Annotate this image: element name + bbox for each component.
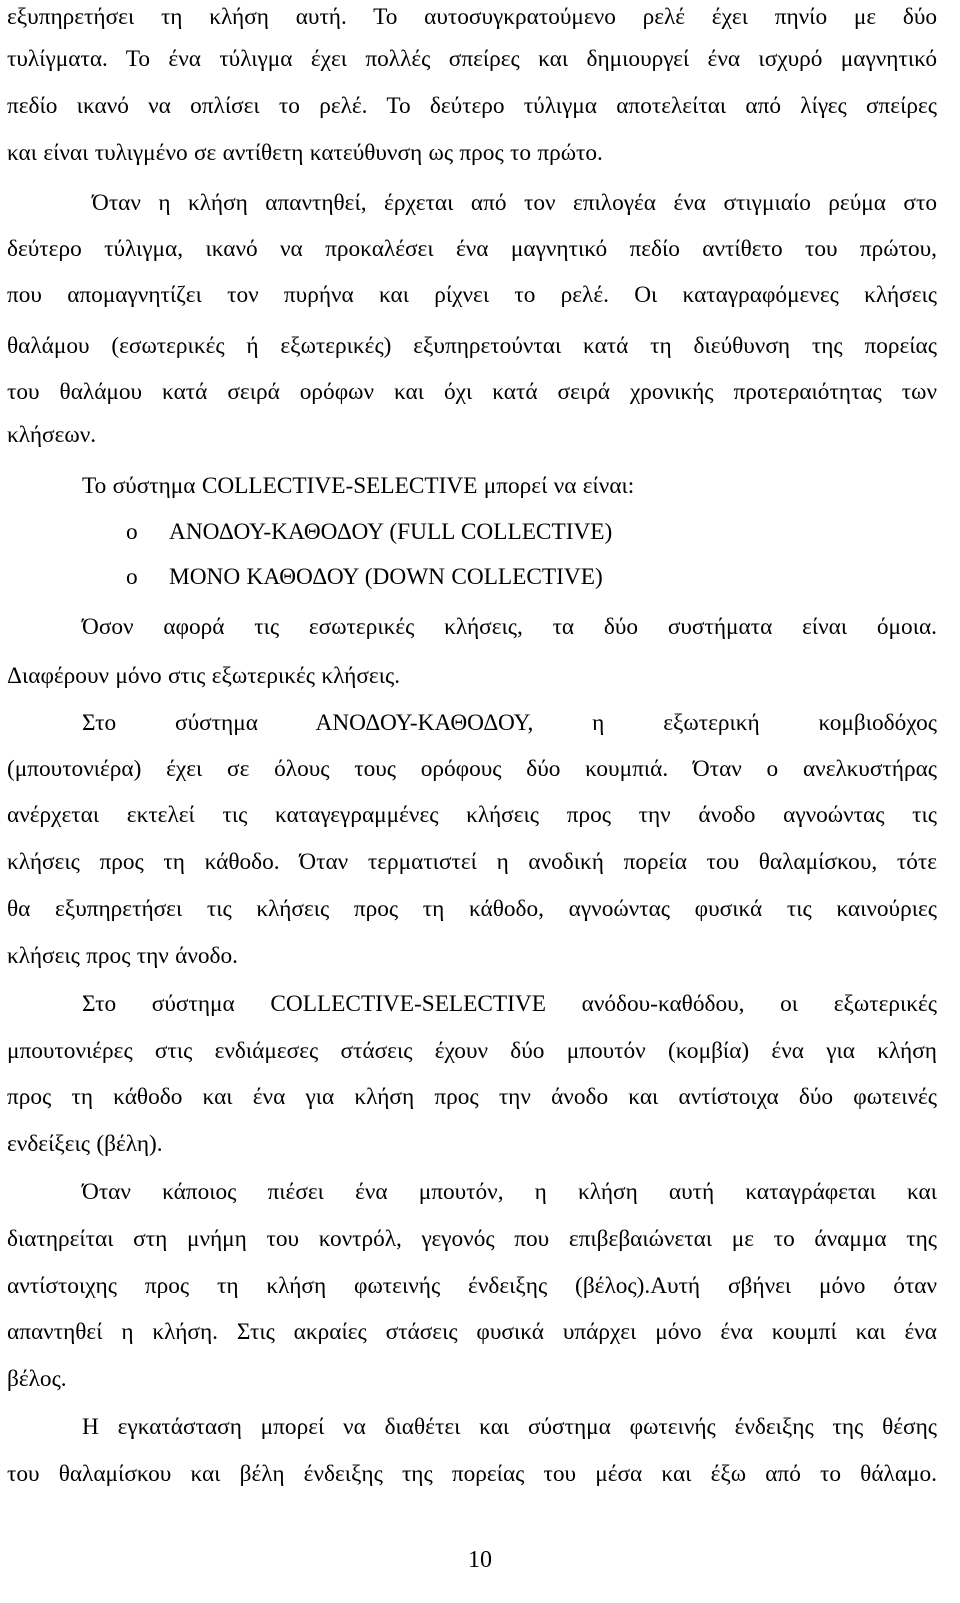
text-line: (μπουτονιέρα) έχει σε όλους τους ορόφους δύο κουμπιά. Όταν ο ανελκυστήρας [7, 756, 937, 782]
list-intro: Το σύστημα COLLECTIVE-SELECTIVE μπορεί να είναι: [82, 473, 635, 499]
text-line: κλήσεις προς την άνοδο. [7, 943, 238, 969]
list-item: ΜΟΝΟ ΚΑΘΟΔΟΥ (DOWN COLLECTIVE) [169, 564, 603, 590]
text-line: θαλάμου (εσωτερικές ή εξωτερικές) εξυπηρετούνται κατά τη διεύθυνση της πορείας [7, 333, 937, 359]
text-line: ενδείξεις (βέλη). [7, 1131, 163, 1157]
text-line: του θαλαμίσκου και βέλη ένδειξης της πορείας του μέσα και έξω από το θάλαμο. [7, 1461, 937, 1487]
paragraph-first-line: Όσον αφορά τις εσωτερικές κλήσεις, τα δύο συστήματα είναι όμοια. [82, 614, 937, 640]
paragraph-first-line: Στο σύστημα COLLECTIVE-SELECTIVE ανόδου-καθόδου, οι εξωτερικές [82, 991, 937, 1017]
text-line: αντίστοιχης προς τη κλήση φωτεινής ένδειξης (βέλος).Αυτή σβήνει μόνο όταν [7, 1273, 937, 1299]
text-line: δεύτερο τύλιγμα, ικανό να προκαλέσει ένα μαγνητικό πεδίο αντίθετο του πρώτου, [7, 236, 937, 262]
text-line: απαντηθεί η κλήση. Στις ακραίες στάσεις φυσικά υπάρχει μόνο ένα κουμπί και ένα [7, 1319, 937, 1345]
text-line: προς τη κάθοδο και ένα για κλήση προς την άνοδο και αντίστοιχα δύο φωτεινές [7, 1084, 937, 1110]
text-line: ανέρχεται εκτελεί τις καταγεγραμμένες κλήσεις προς την άνοδο αγνοώντας τις [7, 802, 937, 828]
paragraph-first-line: Η εγκατάσταση μπορεί να διαθέτει και σύστημα φωτεινής ένδειξης της θέσης [82, 1414, 937, 1440]
text-line: και είναι τυλιγμένο σε αντίθετη κατεύθυνση ως προς το πρώτο. [7, 140, 603, 166]
list-item: ΑΝΟΔΟΥ-ΚΑΘΟΔΟΥ (FULL COLLECTIVE) [169, 519, 613, 545]
page-number: 10 [468, 1547, 492, 1573]
text-line: που απομαγνητίζει τον πυρήνα και ρίχνει το ρελέ. Οι καταγραφόμενες κλήσεις [7, 282, 937, 308]
text-line: βέλος. [7, 1366, 67, 1392]
paragraph-first-line: Στο σύστημα ΑΝΟΔΟΥ-ΚΑΘΟΔΟΥ, η εξωτερική κομβιοδόχος [82, 710, 937, 736]
bullet-marker: o [126, 564, 138, 590]
text-line: τυλίγματα. Το ένα τύλιγμα έχει πολλές σπείρες και δημιουργεί ένα ισχυρό μαγνητικό [7, 46, 937, 72]
paragraph-first-line: Όταν κάποιος πιέσει ένα μπουτόν, η κλήση αυτή καταγράφεται και [82, 1179, 937, 1205]
text-line: Διαφέρουν μόνο στις εξωτερικές κλήσεις. [7, 663, 401, 689]
text-line: κλήσεις προς τη κάθοδο. Όταν τερματιστεί η ανοδική πορεία του θαλαμίσκου, τότε [7, 849, 937, 875]
text-line: πεδίο ικανό να οπλίσει το ρελέ. Το δεύτερο τύλιγμα αποτελείται από λίγες σπείρες [7, 93, 937, 119]
text-line: του θαλάμου κατά σειρά ορόφων και όχι κατά σειρά χρονικής προτεραιότητας των [7, 379, 937, 405]
text-line: εξυπηρετήσει τη κλήση αυτή. Το αυτοσυγκρατούμενο ρελέ έχει πηνίο με δύο [7, 4, 937, 30]
text-line: μπουτονιέρες στις ενδιάμεσες στάσεις έχουν δύο μπουτόν (κομβία) ένα για κλήση [7, 1038, 937, 1064]
text-line: κλήσεων. [7, 422, 97, 448]
text-line: θα εξυπηρετήσει τις κλήσεις προς τη κάθοδο, αγνοώντας φυσικά τις καινούριες [7, 896, 937, 922]
bullet-marker: o [126, 519, 138, 545]
paragraph-first-line: Όταν η κλήση απαντηθεί, έρχεται από τον επιλογέα ένα στιγμιαίο ρεύμα στο [92, 190, 937, 216]
text-line: διατηρείται στη μνήμη του κοντρόλ, γεγονός που επιβεβαιώνεται με το άναμμα της [7, 1226, 937, 1252]
